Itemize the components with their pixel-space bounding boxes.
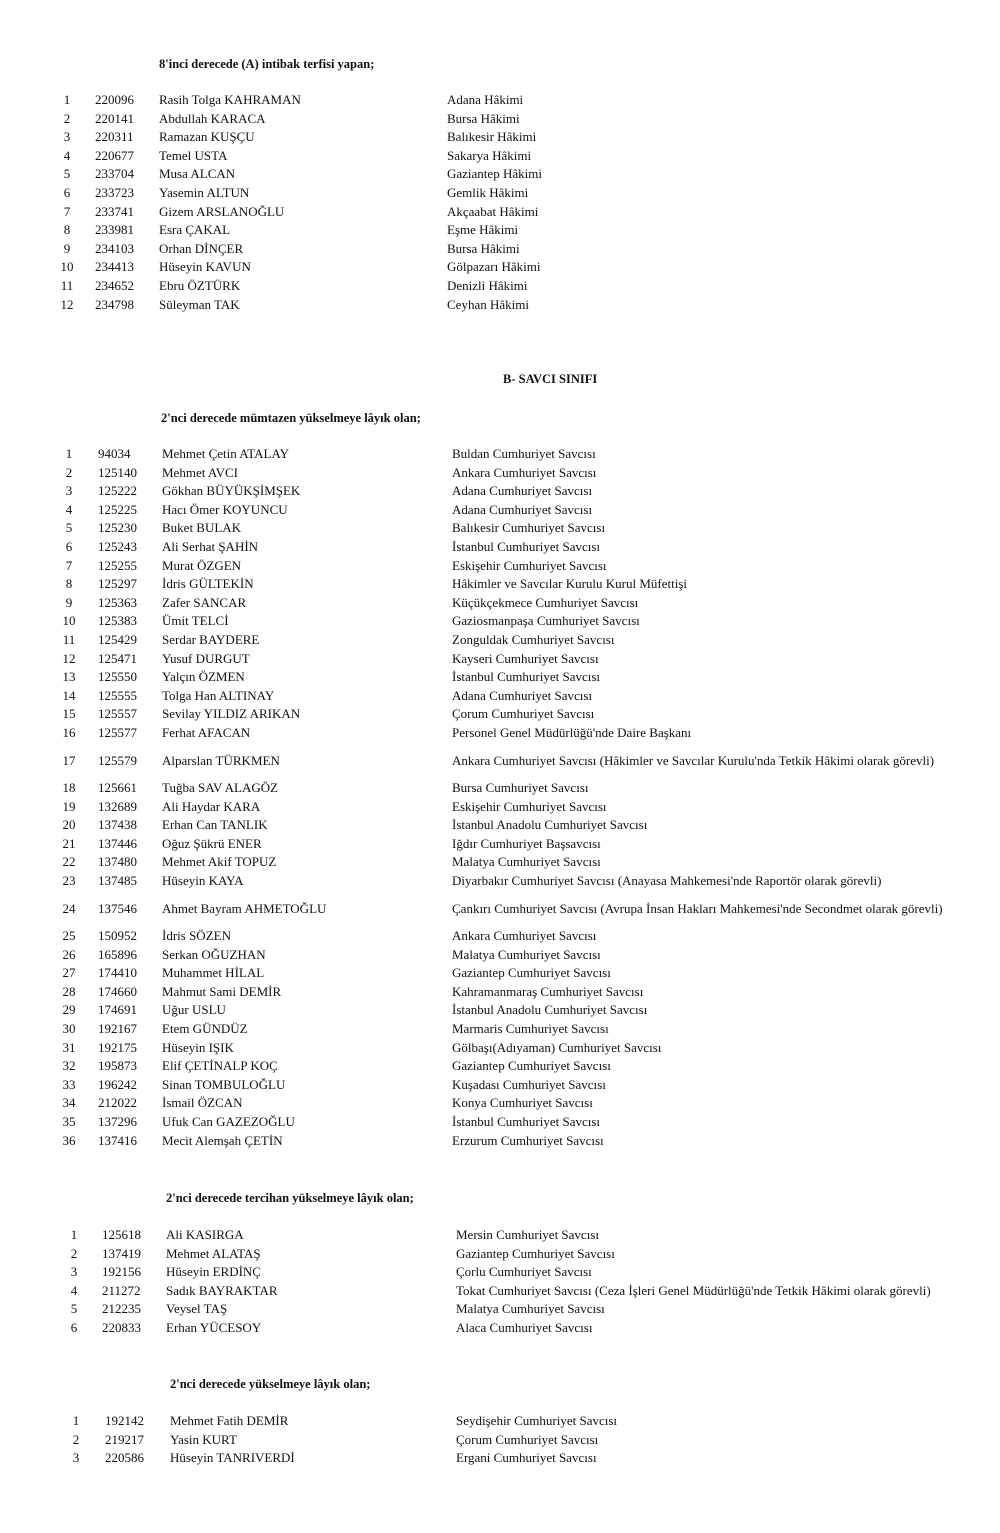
person-name: Erhan Can TANLIK xyxy=(162,817,268,832)
person-name: Mecit Alemşah ÇETİN xyxy=(162,1133,283,1148)
registry-number: 233981 xyxy=(95,222,134,238)
list-item xyxy=(0,650,1000,668)
row-number: 27 xyxy=(62,965,76,980)
person-name: Mehmet ALATAŞ xyxy=(166,1245,261,1261)
row-number: 2 xyxy=(72,1431,80,1447)
list-item xyxy=(0,1020,1000,1038)
person-name: Yasemin ALTUN xyxy=(159,185,250,200)
list-item xyxy=(0,1076,1000,1094)
person-name: Sadık BAYRAKTAR xyxy=(166,1282,278,1298)
position-title: Konya Cumhuriyet Savcısı xyxy=(452,1095,593,1110)
position-title: Ergani Cumhuriyet Savcısı xyxy=(456,1450,597,1466)
row-number: 5 xyxy=(63,166,71,182)
person-name: İsmail ÖZCAN xyxy=(162,1095,243,1110)
list-item xyxy=(0,927,1000,945)
row-number: 11 xyxy=(62,632,76,647)
person-name: Tuğba SAV ALAGÖZ xyxy=(162,780,279,795)
position-title: Akçaabat Hâkimi xyxy=(447,203,539,219)
list-item xyxy=(0,900,1000,918)
list-item xyxy=(0,240,1000,258)
registry-number: 137480 xyxy=(98,854,137,869)
position-title: Gaziantep Cumhuriyet Savcısı xyxy=(452,965,611,980)
position-title: Seydişehir Cumhuriyet Savcısı xyxy=(456,1413,618,1428)
row-number: 32 xyxy=(62,1058,76,1073)
registry-number: 192156 xyxy=(102,1264,141,1280)
person-name: Zafer SANCAR xyxy=(162,595,247,610)
position-title: Malatya Cumhuriyet Savcısı xyxy=(452,854,601,869)
position-title: Ankara Cumhuriyet Savcısı xyxy=(452,465,597,480)
list-item xyxy=(0,445,1000,463)
row-number: 5 xyxy=(65,520,73,535)
position-title: Balıkesir Hâkimi xyxy=(447,129,537,145)
list-item xyxy=(0,779,1000,797)
registry-number: 125255 xyxy=(98,558,137,573)
position-title: Buldan Cumhuriyet Savcısı xyxy=(452,446,596,461)
position-title: İstanbul Anadolu Cumhuriyet Savcısı xyxy=(452,817,648,832)
list-item xyxy=(0,1113,1000,1131)
registry-number: 125429 xyxy=(98,632,137,647)
registry-number: 233704 xyxy=(95,166,134,182)
list-item xyxy=(0,575,1000,593)
registry-number: 220586 xyxy=(105,1450,144,1466)
position-title: Gaziantep Hâkimi xyxy=(447,166,542,182)
registry-number: 125555 xyxy=(98,688,137,703)
position-title: Çorum Cumhuriyet Savcısı xyxy=(456,1431,599,1447)
list-item xyxy=(0,798,1000,816)
list-item xyxy=(0,946,1000,964)
person-name: Musa ALCAN xyxy=(159,166,236,182)
registry-number: 94034 xyxy=(98,446,131,461)
position-title: Adana Cumhuriyet Savcısı xyxy=(452,483,593,498)
list-item xyxy=(0,221,1000,239)
list-item xyxy=(0,631,1000,649)
registry-number: 192175 xyxy=(98,1040,137,1055)
position-title: Adana Cumhuriyet Savcısı xyxy=(452,688,593,703)
list-item xyxy=(0,853,1000,871)
row-number: 23 xyxy=(62,873,76,888)
list-item xyxy=(0,835,1000,853)
row-number: 2 xyxy=(70,1245,78,1261)
registry-number: 233723 xyxy=(95,185,134,200)
position-title: Bursa Hâkimi xyxy=(447,240,520,256)
row-number: 1 xyxy=(65,446,73,461)
row-number: 16 xyxy=(62,725,76,740)
row-number: 6 xyxy=(63,185,71,200)
position-title: Sakarya Hâkimi xyxy=(447,147,532,163)
position-title: Gaziosmanpaşa Cumhuriyet Savcısı xyxy=(452,613,640,628)
row-number: 8 xyxy=(63,222,71,238)
list-item xyxy=(0,687,1000,705)
registry-number: 234798 xyxy=(95,296,134,312)
position-title: Tokat Cumhuriyet Savcısı (Ceza İşleri Genel Müdürlüğü'nde Tetkik Hâkimi olarak görevli) xyxy=(456,1282,931,1298)
person-name: Yusuf DURGUT xyxy=(162,651,250,666)
person-name: Muhammet HİLAL xyxy=(162,965,265,980)
list-item xyxy=(0,668,1000,686)
row-number: 7 xyxy=(63,203,71,219)
person-name: Ali Haydar KARA xyxy=(162,799,261,814)
registry-number: 196242 xyxy=(98,1077,137,1092)
list-item xyxy=(0,872,1000,890)
row-number: 29 xyxy=(62,1002,76,1017)
row-number: 24 xyxy=(62,901,76,916)
position-title: Balıkesir Cumhuriyet Savcısı xyxy=(452,520,606,535)
person-name: Elif ÇETİNALP KOÇ xyxy=(162,1058,278,1073)
registry-number: 125222 xyxy=(98,483,137,498)
person-name: Ahmet Bayram AHMETOĞLU xyxy=(162,901,327,916)
person-name: Ebru ÖZTÜRK xyxy=(159,278,241,293)
list-item xyxy=(0,1319,1000,1337)
person-name: Hüseyin IŞIK xyxy=(162,1040,234,1055)
person-name: Tolga Han ALTINAY xyxy=(162,688,275,703)
registry-number: 165896 xyxy=(98,947,137,962)
registry-number: 125230 xyxy=(98,520,137,535)
registry-number: 125140 xyxy=(98,465,137,480)
row-number: 12 xyxy=(62,651,76,666)
registry-number: 220141 xyxy=(95,110,134,126)
row-number: 3 xyxy=(72,1450,80,1466)
position-title: Malatya Cumhuriyet Savcısı xyxy=(456,1301,605,1317)
registry-number: 220096 xyxy=(95,92,134,107)
row-number: 2 xyxy=(63,110,71,126)
position-title: Gaziantep Cumhuriyet Savcısı xyxy=(456,1245,615,1261)
person-name: Veysel TAŞ xyxy=(166,1301,228,1317)
position-title: Gaziantep Cumhuriyet Savcısı xyxy=(452,1058,611,1073)
row-number: 34 xyxy=(62,1095,76,1110)
person-name: Uğur USLU xyxy=(162,1002,226,1017)
person-name: Ali Serhat ŞAHİN xyxy=(162,539,259,554)
position-title: Personel Genel Müdürlüğü'nde Daire Başkanı xyxy=(452,725,692,740)
registry-number: 150952 xyxy=(98,928,137,943)
person-name: Süleyman TAK xyxy=(159,296,240,312)
row-number: 20 xyxy=(62,817,76,832)
list-item xyxy=(0,128,1000,146)
person-name: Temel USTA xyxy=(159,147,228,163)
row-number: 1 xyxy=(63,92,71,107)
person-name: Ramazan KUŞÇU xyxy=(159,129,255,145)
row-number: 36 xyxy=(62,1133,76,1148)
registry-number: 212235 xyxy=(102,1301,141,1317)
list-item xyxy=(0,501,1000,519)
registry-number: 125471 xyxy=(98,651,137,666)
list-item xyxy=(0,519,1000,537)
person-name: Hacı Ömer KOYUNCU xyxy=(162,502,288,517)
position-title: Gölbaşı(Adıyaman) Cumhuriyet Savcısı xyxy=(452,1040,662,1055)
row-number: 30 xyxy=(62,1021,76,1036)
row-number: 13 xyxy=(62,669,76,684)
registry-number: 137546 xyxy=(98,901,137,916)
person-name: Orhan DİNÇER xyxy=(159,240,244,256)
person-name: İdris GÜLTEKİN xyxy=(162,576,254,591)
position-title: Iğdır Cumhuriyet Başsavcısı xyxy=(452,836,601,851)
registry-number: 192167 xyxy=(98,1021,137,1036)
row-number: 18 xyxy=(62,780,76,795)
row-number: 2 xyxy=(65,465,73,480)
person-name: İdris SÖZEN xyxy=(162,928,231,943)
position-title: Mersin Cumhuriyet Savcısı xyxy=(456,1227,599,1242)
person-name: Hüseyin KAVUN xyxy=(159,259,251,275)
registry-number: 137438 xyxy=(98,817,137,832)
registry-number: 220311 xyxy=(95,129,134,145)
registry-number: 125557 xyxy=(98,706,137,721)
row-number: 35 xyxy=(62,1114,76,1129)
position-title: Kayseri Cumhuriyet Savcısı xyxy=(452,651,599,666)
heading-tercihan: 2'nci derecede tercihan yükselmeye lâyık olan; xyxy=(166,1191,414,1205)
registry-number: 137296 xyxy=(98,1114,137,1129)
list-item xyxy=(0,296,1000,314)
row-number: 14 xyxy=(62,688,76,703)
list-item xyxy=(0,594,1000,612)
list-item xyxy=(0,1001,1000,1019)
row-number: 19 xyxy=(62,799,76,814)
list-item xyxy=(0,1245,1000,1263)
person-name: Oğuz Şükrü ENER xyxy=(162,836,262,851)
row-number: 4 xyxy=(65,502,73,517)
position-title: Kahramanmaraş Cumhuriyet Savcısı xyxy=(452,984,644,999)
row-number: 3 xyxy=(63,129,71,145)
list-item xyxy=(0,538,1000,556)
list-item xyxy=(0,1412,1000,1430)
person-name: Alparslan TÜRKMEN xyxy=(162,753,280,768)
row-number: 10 xyxy=(60,259,74,275)
list-item xyxy=(0,816,1000,834)
list-item xyxy=(0,147,1000,165)
list-item xyxy=(0,1226,1000,1244)
list-item xyxy=(0,258,1000,276)
person-name: Ferhat AFACAN xyxy=(162,725,251,740)
position-title: Gemlik Hâkimi xyxy=(447,185,529,200)
list-item xyxy=(0,165,1000,183)
heading-intibak: 8'inci derecede (A) intibak terfisi yapan; xyxy=(159,57,375,71)
registry-number: 125618 xyxy=(102,1227,141,1242)
position-title: Eskişehir Cumhuriyet Savcısı xyxy=(452,558,607,573)
registry-number: 220677 xyxy=(95,147,134,163)
position-title: Marmaris Cumhuriyet Savcısı xyxy=(452,1021,609,1036)
registry-number: 125661 xyxy=(98,780,137,795)
registry-number: 125363 xyxy=(98,595,137,610)
row-number: 6 xyxy=(65,539,73,554)
position-title: İstanbul Cumhuriyet Savcısı xyxy=(452,669,601,684)
position-title: Bursa Hâkimi xyxy=(447,110,520,126)
registry-number: 125297 xyxy=(98,576,137,591)
position-title: Ankara Cumhuriyet Savcısı (Hâkimler ve Savcılar Kurulu'nda Tetkik Hâkimi olarak görevli) xyxy=(452,753,935,768)
person-name: Sevilay YILDIZ ARIKAN xyxy=(162,706,301,721)
person-name: Mehmet Fatih DEMİR xyxy=(170,1413,289,1428)
row-number: 9 xyxy=(63,240,71,256)
registry-number: 234103 xyxy=(95,240,134,256)
registry-number: 137416 xyxy=(98,1133,137,1148)
registry-number: 233741 xyxy=(95,203,134,219)
list-item xyxy=(0,1431,1000,1449)
registry-number: 125225 xyxy=(98,502,137,517)
person-name: Ali KASIRGA xyxy=(166,1227,244,1242)
position-title: Diyarbakır Cumhuriyet Savcısı (Anayasa Mahkemesi'nde Raportör olarak görevli) xyxy=(452,873,882,888)
list-item xyxy=(0,203,1000,221)
registry-number: 174410 xyxy=(98,965,137,980)
person-name: Ufuk Can GAZEZOĞLU xyxy=(162,1114,295,1129)
list-item xyxy=(0,1282,1000,1300)
list-item xyxy=(0,1449,1000,1467)
position-title: Çorum Cumhuriyet Savcısı xyxy=(452,706,595,721)
person-name: Esra ÇAKAL xyxy=(159,222,231,238)
position-title: İstanbul Anadolu Cumhuriyet Savcısı xyxy=(452,1002,648,1017)
heading-yukselme: 2'nci derecede yükselmeye lâyık olan; xyxy=(170,1377,371,1391)
list-item xyxy=(0,705,1000,723)
registry-number: 192142 xyxy=(105,1413,144,1428)
position-title: Çankırı Cumhuriyet Savcısı (Avrupa İnsan Hakları Mahkemesi'nde Secondmet olarak görevli) xyxy=(452,901,943,916)
row-number: 3 xyxy=(70,1264,78,1280)
registry-number: 137446 xyxy=(98,836,137,851)
list-item xyxy=(0,1132,1000,1150)
row-number: 5 xyxy=(70,1301,78,1317)
row-number: 15 xyxy=(62,706,76,721)
registry-number: 125243 xyxy=(98,539,137,554)
position-title: Hâkimler ve Savcılar Kurulu Kurul Müfettişi xyxy=(452,576,688,591)
position-title: Kuşadası Cumhuriyet Savcısı xyxy=(452,1077,606,1092)
person-name: Sinan TOMBULOĞLU xyxy=(162,1077,286,1092)
row-number: 3 xyxy=(65,483,73,498)
row-number: 1 xyxy=(72,1413,80,1428)
person-name: Gizem ARSLANOĞLU xyxy=(159,203,285,219)
person-name: Serkan OĞUZHAN xyxy=(162,947,266,962)
person-name: Murat ÖZGEN xyxy=(162,558,242,573)
person-name: Mehmet Akif TOPUZ xyxy=(162,854,277,869)
heading-mumtazen: 2'nci derecede mümtazen yükselmeye lâyık olan; xyxy=(161,411,421,425)
position-title: Denizli Hâkimi xyxy=(447,278,528,293)
list-item xyxy=(0,1263,1000,1281)
row-number: 11 xyxy=(60,278,74,293)
registry-number: 212022 xyxy=(98,1095,137,1110)
person-name: Hüseyin TANRIVERDİ xyxy=(170,1450,295,1466)
position-title: Çorlu Cumhuriyet Savcısı xyxy=(456,1264,592,1280)
position-title: Adana Hâkimi xyxy=(447,92,524,107)
list-item xyxy=(0,557,1000,575)
position-title: Bursa Cumhuriyet Savcısı xyxy=(452,780,589,795)
person-name: Abdullah KARACA xyxy=(159,110,266,126)
registry-number: 219217 xyxy=(105,1431,144,1447)
list-item xyxy=(0,983,1000,1001)
position-title: Malatya Cumhuriyet Savcısı xyxy=(452,947,601,962)
position-title: Zonguldak Cumhuriyet Savcısı xyxy=(452,632,615,647)
row-number: 9 xyxy=(65,595,73,610)
position-title: Adana Cumhuriyet Savcısı xyxy=(452,502,593,517)
row-number: 33 xyxy=(62,1077,76,1092)
list-item xyxy=(0,1057,1000,1075)
row-number: 6 xyxy=(70,1320,78,1335)
position-title: Ceyhan Hâkimi xyxy=(447,296,529,312)
person-name: Ümit TELCİ xyxy=(162,613,229,628)
person-name: Serdar BAYDERE xyxy=(162,632,260,647)
position-title: Ankara Cumhuriyet Savcısı xyxy=(452,928,597,943)
list-item xyxy=(0,612,1000,630)
row-number: 21 xyxy=(62,836,76,851)
list-item xyxy=(0,110,1000,128)
list-item xyxy=(0,964,1000,982)
position-title: İstanbul Cumhuriyet Savcısı xyxy=(452,1114,601,1129)
registry-number: 174660 xyxy=(98,984,137,999)
person-name: Gökhan BÜYÜKŞİMŞEK xyxy=(162,483,301,498)
registry-number: 234413 xyxy=(95,259,134,275)
list-item xyxy=(0,752,1000,770)
row-number: 28 xyxy=(62,984,76,999)
person-name: Buket BULAK xyxy=(162,520,242,535)
registry-number: 220833 xyxy=(102,1320,141,1335)
position-title: Küçükçekmece Cumhuriyet Savcısı xyxy=(452,595,639,610)
registry-number: 125577 xyxy=(98,725,137,740)
registry-number: 234652 xyxy=(95,278,134,293)
row-number: 26 xyxy=(62,947,76,962)
list-item xyxy=(0,464,1000,482)
list-item xyxy=(0,184,1000,202)
registry-number: 174691 xyxy=(98,1002,137,1017)
registry-number: 125550 xyxy=(98,669,137,684)
list-item xyxy=(0,1300,1000,1318)
registry-number: 211272 xyxy=(102,1282,141,1298)
row-number: 8 xyxy=(65,576,73,591)
list-item xyxy=(0,1094,1000,1112)
registry-number: 195873 xyxy=(98,1058,137,1073)
person-name: Yalçın ÖZMEN xyxy=(162,669,245,684)
position-title: Eskişehir Cumhuriyet Savcısı xyxy=(452,799,607,814)
row-number: 10 xyxy=(62,613,76,628)
person-name: Yasin KURT xyxy=(170,1431,237,1447)
registry-number: 137419 xyxy=(102,1245,141,1261)
person-name: Erhan YÜCESOY xyxy=(166,1320,262,1335)
person-name: Hüseyin ERDİNÇ xyxy=(166,1264,261,1280)
position-title: Alaca Cumhuriyet Savcısı xyxy=(456,1320,593,1335)
registry-number: 125383 xyxy=(98,613,137,628)
row-number: 31 xyxy=(62,1040,76,1055)
list-item xyxy=(0,277,1000,295)
registry-number: 132689 xyxy=(98,799,137,814)
list-item xyxy=(0,724,1000,742)
list-item xyxy=(0,1039,1000,1057)
person-name: Mehmet Çetin ATALAY xyxy=(162,446,290,461)
row-number: 12 xyxy=(60,296,74,312)
row-number: 22 xyxy=(62,854,76,869)
person-name: Rasih Tolga KAHRAMAN xyxy=(159,92,301,107)
position-title: İstanbul Cumhuriyet Savcısı xyxy=(452,539,601,554)
row-number: 1 xyxy=(70,1227,78,1242)
position-title: Eşme Hâkimi xyxy=(447,222,519,238)
registry-number: 137485 xyxy=(98,873,137,888)
row-number: 25 xyxy=(62,928,76,943)
section-title-savci: B- SAVCI SINIFI xyxy=(503,372,598,386)
list-item xyxy=(0,482,1000,500)
list-item xyxy=(0,91,1000,109)
person-name: Etem GÜNDÜZ xyxy=(162,1021,248,1036)
row-number: 4 xyxy=(63,147,71,163)
row-number: 4 xyxy=(70,1282,78,1298)
person-name: Mehmet AVCI xyxy=(162,465,238,480)
person-name: Hüseyin KAYA xyxy=(162,873,244,888)
registry-number: 125579 xyxy=(98,753,137,768)
row-number: 7 xyxy=(65,558,73,573)
person-name: Mahmut Sami DEMİR xyxy=(162,984,282,999)
row-number: 17 xyxy=(62,753,76,768)
position-title: Gölpazarı Hâkimi xyxy=(447,259,541,275)
position-title: Erzurum Cumhuriyet Savcısı xyxy=(452,1133,604,1148)
